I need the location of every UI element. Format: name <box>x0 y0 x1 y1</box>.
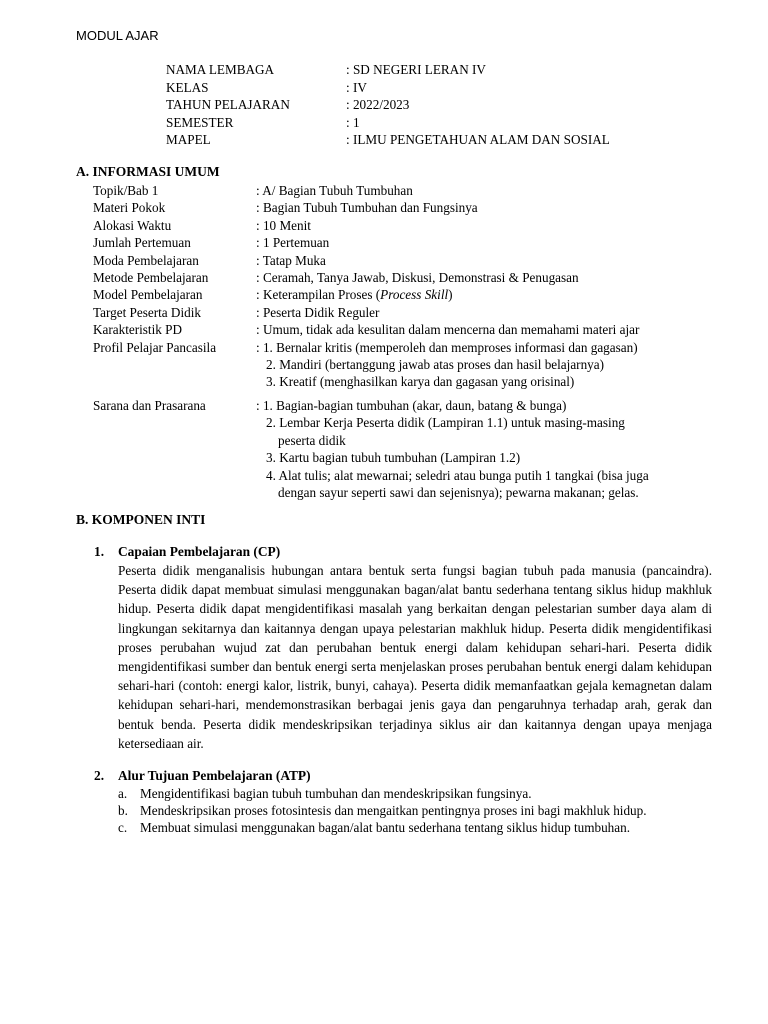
info-row <box>93 286 649 303</box>
identity-value: : ILMU PENGETAHUAN ALAM DAN SOSIAL <box>346 132 610 148</box>
atp-list <box>118 785 728 837</box>
info-row <box>93 252 649 269</box>
list-item <box>118 802 728 819</box>
info-key: Metode Pembelajaran <box>93 270 209 286</box>
sarana-item: peserta didik <box>278 432 346 448</box>
profil-item: 2. Mandiri (bertanggung jawab atas proses dan hasil belajarnya) <box>266 357 605 373</box>
info-key: Topik/Bab 1 <box>93 183 159 198</box>
identity-key: TAHUN PELAJARAN <box>166 97 290 113</box>
info-value-italic: Process Skill <box>380 287 449 303</box>
atp-number: 2. <box>94 768 105 783</box>
identity-row <box>166 131 610 149</box>
identity-row <box>166 61 610 79</box>
list-item <box>118 819 728 836</box>
atp-heading <box>94 768 311 784</box>
profil-item: 3. Kreatif (menghasilkan karya dan gagasan yang orisinal) <box>266 374 575 390</box>
list-marker: c. <box>118 820 128 836</box>
cp-heading <box>94 544 280 560</box>
info-key: Model Pembelajaran <box>93 287 203 303</box>
identity-row <box>166 96 610 114</box>
info-value: : 10 Menit <box>256 217 311 233</box>
info-row <box>93 304 649 321</box>
list-item-text: Membuat simulasi menggunakan bagan/alat bantu sederhana tentang siklus hidup tumbuhan. <box>140 820 631 836</box>
info-value: : Peserta Didik Reguler <box>256 304 380 320</box>
info-row <box>93 269 649 286</box>
general-info-table <box>93 182 649 501</box>
info-row-sarana <box>93 391 649 501</box>
list-marker: a. <box>118 786 128 801</box>
sarana-item: 3. Kartu bagian tubuh tumbuhan (Lampiran 1.2) <box>266 450 521 466</box>
info-key: Jumlah Pertemuan <box>93 235 191 251</box>
info-row <box>93 217 649 234</box>
sarana-item: 4. Alat tulis; alat mewarnai; seledri atau bunga putih 1 tangkai (bisa juga <box>266 467 649 483</box>
sarana-item: : 1. Bagian-bagian tumbuhan (akar, daun, batang & bunga) <box>256 397 567 413</box>
info-key: Moda Pembelajaran <box>93 252 199 268</box>
info-row <box>93 321 649 338</box>
info-value: : Umum, tidak ada kesulitan dalam mencerna dan memahami materi ajar <box>256 322 640 338</box>
identity-row <box>166 79 610 97</box>
profil-item: : 1. Bernalar kritis (memperoleh dan memproses informasi dan gagasan) <box>256 339 638 355</box>
identity-value: : 2022/2023 <box>346 97 410 113</box>
info-value: : Bagian Tubuh Tumbuhan dan Fungsinya <box>256 200 478 216</box>
info-key: Karakteristik PD <box>93 322 182 338</box>
list-item <box>118 785 728 802</box>
info-key: Materi Pokok <box>93 200 166 216</box>
section-a-title: A. INFORMASI UMUM <box>76 164 220 179</box>
info-value-text: : Keterampilan Proses ( <box>256 287 381 303</box>
identity-row <box>166 114 610 132</box>
document-header: MODUL AJAR <box>76 28 159 43</box>
info-key: Target Peserta Didik <box>93 304 201 320</box>
list-item-text: Mendeskripsikan proses fotosintesis dan mengaitkan pentingnya proses ini bagi makhluk hidup. <box>140 803 647 819</box>
info-row <box>93 182 649 199</box>
info-key: Alokasi Waktu <box>93 217 172 233</box>
cp-title: Capaian Pembelajaran (CP) <box>118 544 281 559</box>
info-value-list <box>256 391 649 501</box>
identity-value: : 1 <box>346 114 360 130</box>
identity-key: SEMESTER <box>166 114 234 130</box>
cp-paragraph: Peserta didik menganalisis hubungan antara bentuk serta fungsi bagian tubuh pada manusia (pancaindra). Peserta didik dapat membuat simulasi menggunakan bagan/alat bantu sederhana tentang siklus hidup makhluk hidup. Peserta didik dapat mengidentifikasi masalah yang berkaitan dengan pelestarian sumber daya alam di lingkungan sekitarnya dan kaitannya dengan upaya pelestarian makhluk hidup. Peserta didik mengidentifikasi proses perubahan wujud zat dan perubahan bentuk energi dalam kehidupan sehari-hari. Peserta didik mengidentifikasi sumber dan bentuk energi serta menjelaskan proses perubahan bentuk energi dalam kehidupan sehari-hari (contoh: energi kalor, listrik, bunyi, cahaya). Peserta didik memanfaatkan gejala kemagnetan dalam kehidupan sehari-hari, mendemonstrasikan berbagai jenis gaya dan pengaruhnya terhadap arah, gerak dan bentuk benda. Peserta didik mendeskripsikan terjadinya siklus air dan kaitannya dengan upaya menjaga ketersediaan air. <box>118 563 712 751</box>
identity-value: : IV <box>346 79 367 95</box>
info-key: Profil Pelajar Pancasila <box>93 339 217 355</box>
sarana-item: 2. Lembar Kerja Peserta didik (Lampiran 1.1) untuk masing-masing <box>266 415 625 431</box>
info-row-profil <box>93 339 649 391</box>
info-value: : Tatap Muka <box>256 252 326 268</box>
info-value: : A/ Bagian Tubuh Tumbuhan <box>256 183 413 198</box>
identity-key: MAPEL <box>166 132 211 148</box>
cp-number: 1. <box>94 544 105 559</box>
section-b-title: B. KOMPONEN INTI <box>76 512 206 527</box>
identity-key: NAMA LEMBAGA <box>166 62 275 77</box>
list-item-text: Mengidentifikasi bagian tubuh tumbuhan dan mendeskripsikan fungsinya. <box>140 786 532 801</box>
info-row <box>93 199 649 216</box>
info-value-list <box>256 339 649 391</box>
info-row <box>93 234 649 251</box>
info-key: Sarana dan Prasarana <box>93 397 206 413</box>
info-value: : 1 Pertemuan <box>256 235 330 251</box>
identity-value: : SD NEGERI LERAN IV <box>346 62 486 77</box>
sarana-item: dengan sayur seperti sawi dan sejenisnya); pewarna makanan; gelas. <box>278 484 639 500</box>
info-value-text: ) <box>448 287 453 303</box>
identity-table <box>166 61 610 149</box>
atp-title: Alur Tujuan Pembelajaran (ATP) <box>118 768 311 783</box>
list-marker: b. <box>118 803 128 819</box>
identity-key: KELAS <box>166 79 209 95</box>
info-value <box>256 286 649 303</box>
info-value: : Ceramah, Tanya Jawab, Diskusi, Demonstrasi & Penugasan <box>256 270 579 286</box>
